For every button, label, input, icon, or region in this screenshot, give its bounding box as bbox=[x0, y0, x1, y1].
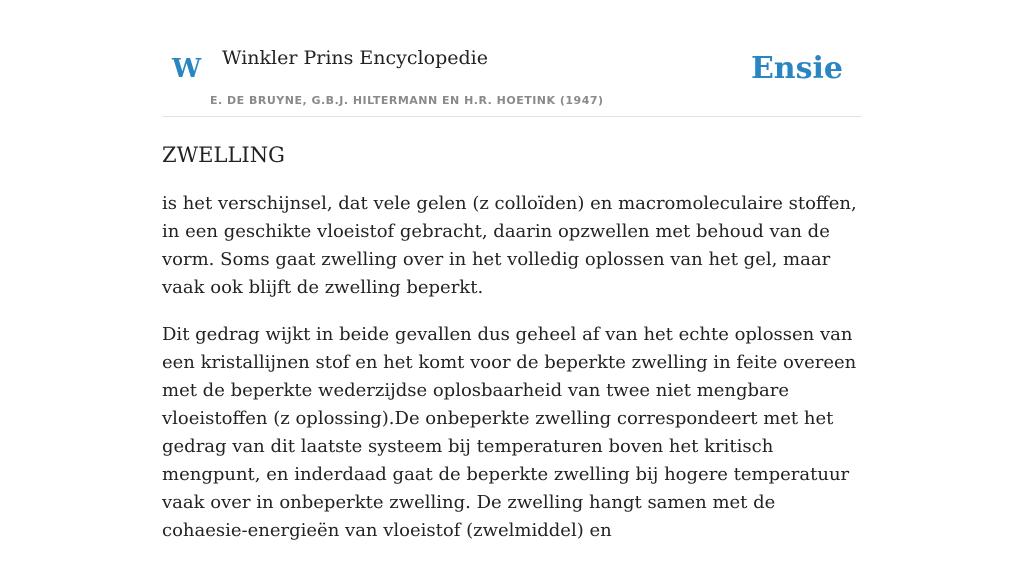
article-term: ZWELLING bbox=[162, 143, 285, 167]
article-paragraph: Dit gedrag wijkt in beide gevallen dus geheel af van het echte oplossen van een kristallijnen stof en het komt voor de beperkte zwelling in feite overeen met de beperkte wederzijdse oplosbaarheid van twee niet mengbare vloeistoffen (z oplossing).De onbeperkte zwelling correspondeert met het gedrag van dit laatste systeem bij temperaturen boven het kritisch mengpunt, en inderdaad gaat de beperkte zwelling bij hogere temperatuur vaak over in onbeperkte zwelling. De zwelling hangt samen met de cohaesie-energieën van vloeistof (zwelmiddel) en bbox=[162, 324, 857, 541]
brand-logo[interactable]: Ensie bbox=[750, 51, 843, 86]
site-header bbox=[162, 0, 862, 117]
publication-logo-icon[interactable]: W bbox=[172, 54, 202, 84]
article-paragraph: is het verschijnsel, dat vele gelen (z colloïden) en macromoleculaire stoffen, in een geschikte vloeistof gebracht, daarin opzwellen met behoud van de vorm. Soms gaat zwelling over in het volledig oplossen van het gel, maar vaak ook blijft de zwelling beperkt. bbox=[162, 193, 857, 298]
publication-authors: E. DE BRUYNE, G.B.J. HILTERMANN EN H.R. HOETINK (1947) bbox=[210, 94, 604, 107]
article bbox=[162, 138, 862, 564]
publication-title[interactable]: Winkler Prins Encyclopedie bbox=[222, 47, 488, 69]
